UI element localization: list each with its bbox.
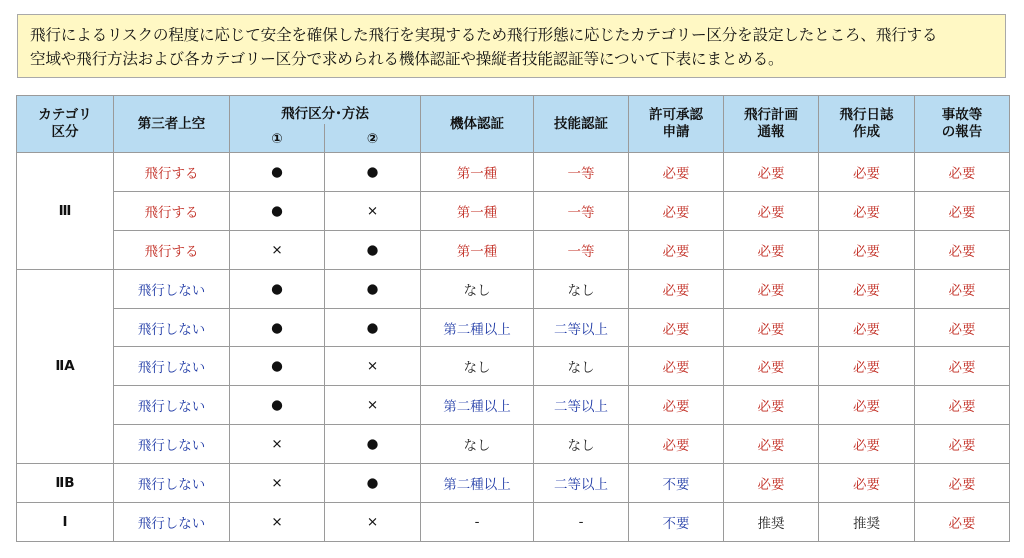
- flight-log-cell: 必要: [819, 347, 915, 386]
- table-row: [17, 386, 1010, 425]
- table-row: [17, 347, 1010, 386]
- flight-log-cell: 必要: [819, 269, 915, 308]
- permission-cell: 必要: [629, 347, 724, 386]
- table-row: [17, 503, 1010, 542]
- third-party-cell: 飛行しない: [114, 386, 230, 425]
- skill-cert-cell: なし: [534, 269, 629, 308]
- third-party-cell: 飛行しない: [114, 464, 230, 503]
- skill-cert-cell: 二等以上: [534, 308, 629, 347]
- table-row: [17, 191, 1010, 230]
- method-2-cell: ●: [325, 308, 421, 347]
- accident-report-cell: 必要: [915, 503, 1010, 542]
- flight-plan-cell: 推奨: [724, 503, 819, 542]
- flight-plan-cell: 必要: [724, 464, 819, 503]
- table-row: [17, 464, 1010, 503]
- header-flight-log: 飛行日誌 作成: [819, 96, 915, 153]
- aircraft-cert-cell: 第一種: [421, 153, 534, 192]
- third-party-cell: 飛行しない: [114, 347, 230, 386]
- permission-cell: 必要: [629, 308, 724, 347]
- table-body: [17, 153, 1010, 542]
- method-1-cell: ●: [230, 386, 325, 425]
- skill-cert-cell: 二等以上: [534, 464, 629, 503]
- permission-cell: 必要: [629, 425, 724, 464]
- flight-plan-cell: 必要: [724, 191, 819, 230]
- method-1-cell: ●: [230, 191, 325, 230]
- flight-log-cell: 必要: [819, 308, 915, 347]
- third-party-cell: 飛行する: [114, 191, 230, 230]
- permission-cell: 必要: [629, 269, 724, 308]
- accident-report-cell: 必要: [915, 464, 1010, 503]
- aircraft-cert-cell: なし: [421, 347, 534, 386]
- flight-log-cell: 必要: [819, 191, 915, 230]
- header-method-2: ②: [325, 124, 421, 153]
- skill-cert-cell: なし: [534, 425, 629, 464]
- aircraft-cert-cell: 第二種以上: [421, 308, 534, 347]
- flight-log-cell: 必要: [819, 386, 915, 425]
- summary-line-2: 空域や飛行方法および各カテゴリー区分で求められる機体認証や操縦者技能認証等について下表にまとめる。: [30, 50, 784, 68]
- table-row: [17, 425, 1010, 464]
- flight-plan-cell: 必要: [724, 386, 819, 425]
- aircraft-cert-cell: 第一種: [421, 191, 534, 230]
- skill-cert-cell: 一等: [534, 153, 629, 192]
- method-1-cell: ●: [230, 347, 325, 386]
- table-row: [17, 153, 1010, 192]
- flight-plan-cell: 必要: [724, 308, 819, 347]
- third-party-cell: 飛行する: [114, 153, 230, 192]
- method-1-cell: ×: [230, 464, 325, 503]
- aircraft-cert-cell: -: [421, 503, 534, 542]
- permission-cell: 不要: [629, 503, 724, 542]
- method-1-cell: ●: [230, 269, 325, 308]
- flight-plan-cell: 必要: [724, 347, 819, 386]
- skill-cert-cell: 二等以上: [534, 386, 629, 425]
- header-aircraft-cert: 機体認証: [421, 96, 534, 153]
- method-1-cell: ×: [230, 503, 325, 542]
- flight-plan-cell: 必要: [724, 269, 819, 308]
- drone-category-table: [16, 95, 1010, 542]
- permission-cell: 必要: [629, 230, 724, 269]
- header-permission: 許可承認 申請: [629, 96, 724, 153]
- accident-report-cell: 必要: [915, 308, 1010, 347]
- table-row: [17, 230, 1010, 269]
- third-party-cell: 飛行する: [114, 230, 230, 269]
- flight-log-cell: 必要: [819, 425, 915, 464]
- method-2-cell: ●: [325, 464, 421, 503]
- aircraft-cert-cell: なし: [421, 269, 534, 308]
- accident-report-cell: 必要: [915, 153, 1010, 192]
- method-2-cell: ×: [325, 503, 421, 542]
- flight-log-cell: 推奨: [819, 503, 915, 542]
- flight-plan-cell: 必要: [724, 425, 819, 464]
- skill-cert-cell: 一等: [534, 230, 629, 269]
- third-party-cell: 飛行しない: [114, 503, 230, 542]
- header-flight-plan: 飛行計画 通報: [724, 96, 819, 153]
- flight-plan-cell: 必要: [724, 230, 819, 269]
- accident-report-cell: 必要: [915, 347, 1010, 386]
- aircraft-cert-cell: 第一種: [421, 230, 534, 269]
- table-row: [17, 308, 1010, 347]
- header-category: カテゴリ 区分: [17, 96, 114, 153]
- flight-log-cell: 必要: [819, 153, 915, 192]
- header-third-party: 第三者上空: [114, 96, 230, 153]
- method-2-cell: ●: [325, 153, 421, 192]
- method-1-cell: ×: [230, 230, 325, 269]
- accident-report-cell: 必要: [915, 269, 1010, 308]
- accident-report-cell: 必要: [915, 191, 1010, 230]
- aircraft-cert-cell: 第二種以上: [421, 464, 534, 503]
- header-method-1: ①: [230, 124, 325, 153]
- summary-line-1: 飛行によるリスクの程度に応じて安全を確保した飛行を実現するため飛行形態に応じたカテゴリー区分を設定したところ、飛行する: [30, 26, 938, 44]
- summary-note: [17, 14, 1006, 78]
- header-accident-report: 事故等 の報告: [915, 96, 1010, 153]
- skill-cert-cell: なし: [534, 347, 629, 386]
- flight-plan-cell: 必要: [724, 153, 819, 192]
- permission-cell: 必要: [629, 191, 724, 230]
- header-skill-cert: 技能認証: [534, 96, 629, 153]
- accident-report-cell: 必要: [915, 230, 1010, 269]
- permission-cell: 不要: [629, 464, 724, 503]
- table-row: [17, 269, 1010, 308]
- third-party-cell: 飛行しない: [114, 425, 230, 464]
- aircraft-cert-cell: 第二種以上: [421, 386, 534, 425]
- permission-cell: 必要: [629, 153, 724, 192]
- permission-cell: 必要: [629, 386, 724, 425]
- skill-cert-cell: -: [534, 503, 629, 542]
- method-2-cell: ●: [325, 230, 421, 269]
- method-2-cell: ●: [325, 269, 421, 308]
- flight-log-cell: 必要: [819, 230, 915, 269]
- method-2-cell: ×: [325, 191, 421, 230]
- method-2-cell: ●: [325, 425, 421, 464]
- accident-report-cell: 必要: [915, 425, 1010, 464]
- category-cell: ⅡA: [17, 269, 114, 463]
- method-2-cell: ×: [325, 347, 421, 386]
- flight-log-cell: 必要: [819, 464, 915, 503]
- third-party-cell: 飛行しない: [114, 308, 230, 347]
- category-cell: Ⅲ: [17, 153, 114, 270]
- method-1-cell: ×: [230, 425, 325, 464]
- method-2-cell: ×: [325, 386, 421, 425]
- skill-cert-cell: 一等: [534, 191, 629, 230]
- category-cell: ⅡB: [17, 464, 114, 503]
- method-1-cell: ●: [230, 308, 325, 347]
- third-party-cell: 飛行しない: [114, 269, 230, 308]
- aircraft-cert-cell: なし: [421, 425, 534, 464]
- method-1-cell: ●: [230, 153, 325, 192]
- header-method: 飛行区分･方法: [230, 96, 421, 124]
- category-cell: Ⅰ: [17, 503, 114, 542]
- accident-report-cell: 必要: [915, 386, 1010, 425]
